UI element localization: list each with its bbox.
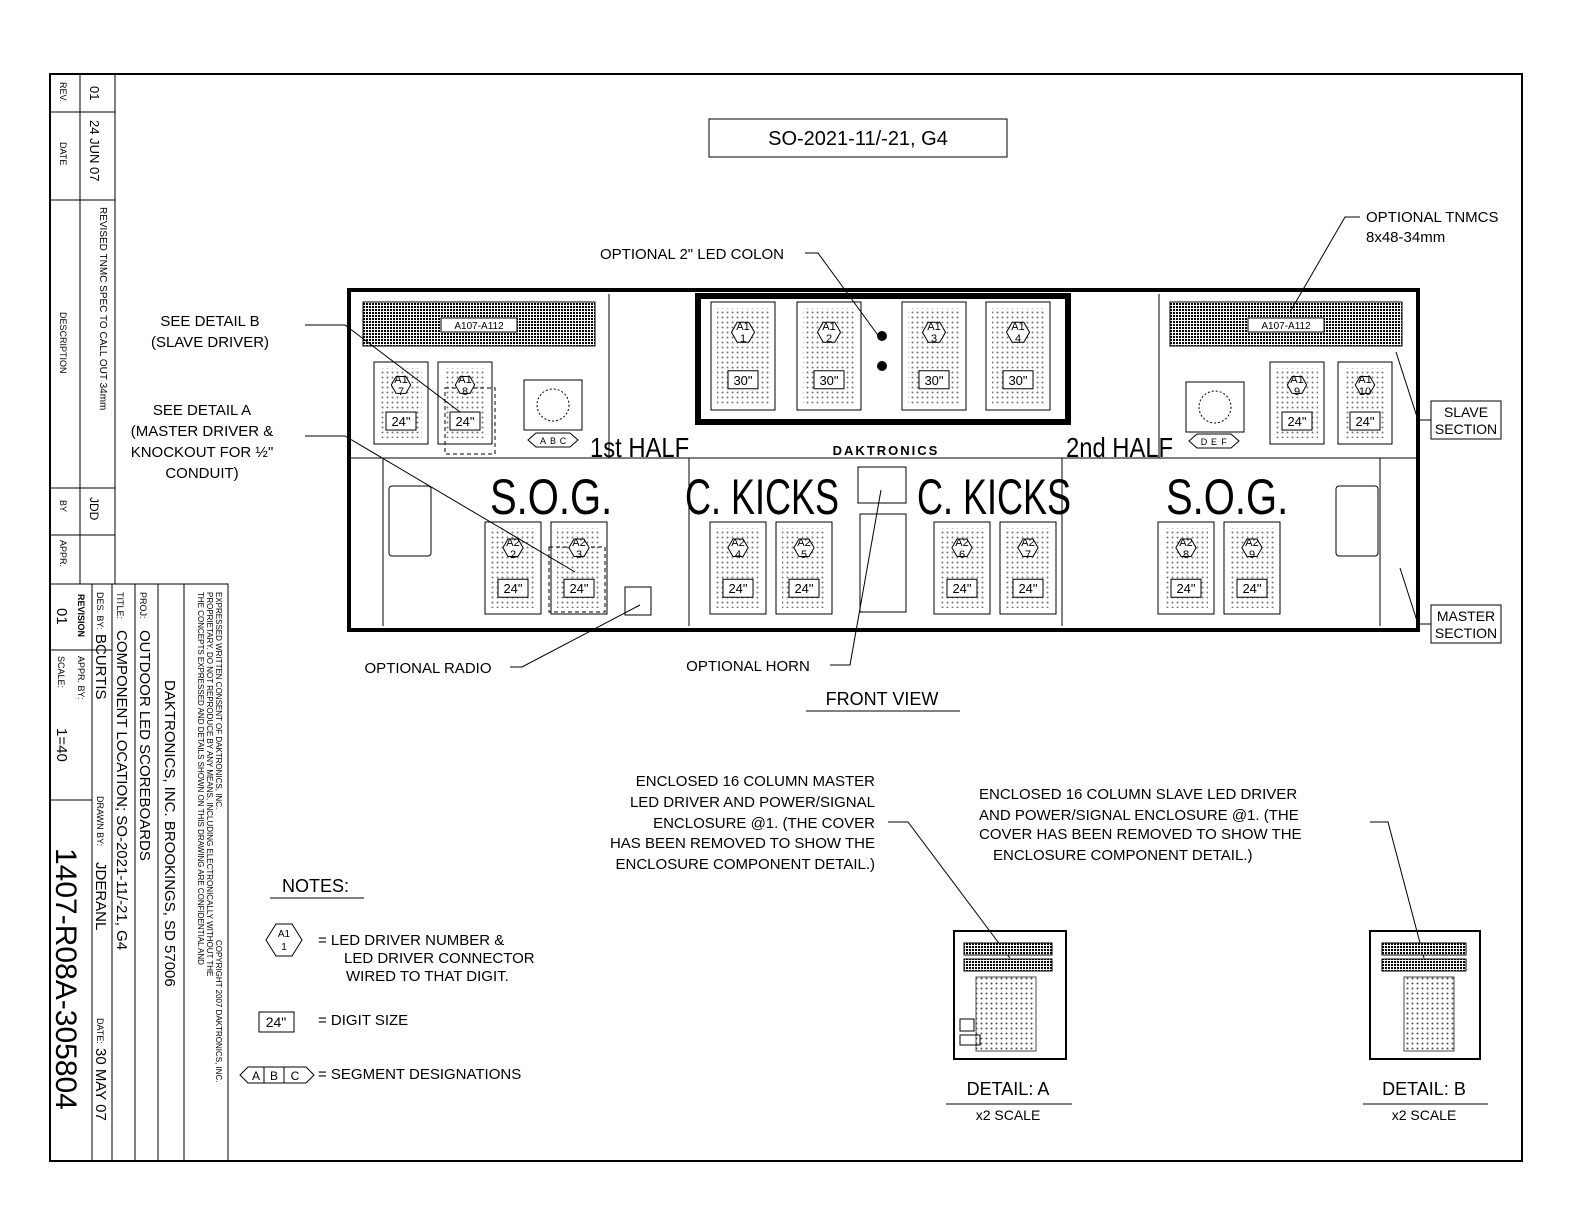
project-name: OUTDOOR LED SCOREBOARDS [136,630,153,861]
lower-digit-6 [1000,522,1056,614]
copyright: COPYRIGHT 2007 DAKTRONICS, INC. [214,940,223,1083]
callout-master-2: SECTION [1434,625,1498,641]
callout-slave-1: SLAVE [1443,404,1489,420]
large-digit-1 [711,302,775,410]
enclosure-slave-note [979,786,1424,958]
svg-text:A2: A2 [1245,536,1259,549]
svg-text:ENCLOSURE @1. (THE COVER: ENCLOSURE @1. (THE COVER [653,815,875,832]
svg-text:24": 24" [1176,581,1196,597]
lower-digit-8 [1224,522,1280,614]
callout-detail-a-4: CONDUIT) [165,465,239,482]
svg-text:AND POWER/SIGNAL ENCLOSURE @1.: AND POWER/SIGNAL ENCLOSURE @1. (THE [979,807,1299,824]
svg-text:30": 30" [733,372,753,388]
date-header: DATE [58,142,68,166]
svg-text:8: 8 [1182,548,1190,561]
access-door-right [1336,486,1378,556]
svg-text:24": 24" [1242,581,1262,597]
svg-text:4: 4 [734,548,742,561]
company: DAKTRONICS, INC. BROOKINGS, SD 57006 [161,680,178,987]
svg-text:7: 7 [397,385,405,398]
svg-text:F: F [1221,437,1227,447]
lower-digit-3 [710,522,766,614]
callout-detail-b-1: SEE DETAIL B [160,313,260,330]
notes-legend [240,876,535,1083]
scale-label: SCALE: [56,656,66,689]
drawing-title-text: SO-2021-11/-21, G4 [768,128,948,150]
by-value: JDD [87,497,101,521]
upper-digit-2 [438,362,492,444]
svg-text:1: 1 [739,333,747,346]
callout-tnmcs-1: OPTIONAL TNMCS [1366,209,1499,226]
callout-detail-a-3: KNOCKOUT FOR ½" [130,444,274,461]
svg-text:A1: A1 [1290,373,1304,386]
svg-text:A: A [539,436,547,446]
caption-2nd-half: 2nd HALF [1066,431,1174,464]
svg-text:24": 24" [1355,414,1375,430]
svg-text:24": 24" [455,414,475,430]
board-brand: DAKTRONICS [832,443,940,458]
svg-text:A2: A2 [731,536,745,549]
front-view-label: FRONT VIEW [825,689,939,709]
svg-text:ENCLOSURE COMPONENT DETAIL.): ENCLOSURE COMPONENT DETAIL.) [615,856,875,873]
detail-b-title: DETAIL: B [1382,1079,1466,1099]
svg-text:A2: A2 [572,536,586,549]
callout-colon: OPTIONAL 2" LED COLON [600,246,784,263]
drawing-title [709,119,1007,157]
svg-text:ENCLOSURE COMPONENT DETAIL.): ENCLOSURE COMPONENT DETAIL.) [993,847,1253,864]
lower-digit-4 [776,522,832,614]
svg-text:E: E [1210,437,1218,447]
svg-text:9: 9 [1248,548,1256,561]
svg-text:B: B [269,1069,279,1083]
confidential-line-3: EXPRESSED WRITTEN CONSENT OF DAKTRONICS, INC. [214,592,223,810]
colon-dot-lower [877,361,887,371]
svg-text:24": 24" [391,414,411,430]
drawn-by: JDERANL [92,862,109,931]
svg-text:24": 24" [728,581,748,597]
segment-symbol [240,1067,314,1083]
caption-1st-half: 1st HALF [590,431,690,464]
revision-label: REVISION [76,594,86,638]
caption-corner-kicks-right: C. KICKS [917,470,1071,526]
svg-text:1: 1 [281,942,287,953]
des-label: DES. BY: [95,592,105,630]
svg-text:10: 10 [1358,385,1372,398]
svg-text:D: D [1200,437,1208,447]
svg-text:A1: A1 [394,373,408,386]
callout-slave-2: SECTION [1434,421,1498,437]
large-digit-2 [797,302,861,410]
by-header: BY [58,500,68,513]
svg-text:3: 3 [575,548,583,561]
svg-text:COVER HAS BEEN REMOVED TO SHOW: COVER HAS BEEN REMOVED TO SHOW THE [979,826,1302,843]
svg-text:A: A [251,1069,261,1083]
sheet-title: COMPONENT LOCATION; SO-2021-11/-21, G4 [113,630,130,951]
horn-opening [858,467,906,503]
access-door-left [389,486,431,556]
vent-label-right: A107-A112 [1261,321,1311,332]
svg-text:A1: A1 [927,321,941,334]
svg-text:A2: A2 [955,536,969,549]
appr-header: APPR. [58,540,68,568]
drawing-date: 30 MAY 07 [92,1048,109,1121]
caption-sog-right: S.O.G. [1166,468,1289,526]
detail-b-scale: x2 SCALE [1391,1107,1457,1123]
lower-digit-7 [1158,522,1214,614]
segment-tag-right [1189,434,1239,448]
segment-tag-left [528,433,578,447]
callout-detail-a-2: (MASTER DRIVER & [130,423,274,440]
revision-block [50,74,115,584]
svg-text:A1: A1 [1011,321,1025,334]
revision-number: 01 [53,608,70,625]
description-header: DESCRIPTION [58,312,68,374]
center-access-panel [860,514,906,612]
svg-text:A1: A1 [822,321,836,334]
driver-symbol [266,924,302,956]
svg-text:8: 8 [461,385,469,398]
drawing-number: 1407-R08A-305804 [49,848,82,1110]
proj-label: PROJ: [138,592,148,619]
svg-text:30": 30" [819,372,839,388]
svg-text:C: C [559,436,567,446]
svg-text:9: 9 [1293,385,1301,398]
title-label: TITLE: [115,592,125,620]
callouts [131,209,1501,711]
svg-text:HAS BEEN REMOVED TO SHOW THE: HAS BEEN REMOVED TO SHOW THE [609,835,875,852]
svg-text:30": 30" [924,372,944,388]
driver-symbol-text-2: LED DRIVER CONNECTOR [344,950,535,967]
confidential-line-1: THE CONCEPTS EXPRESSED AND DETAILS SHOWN ON THIS DRAWING ARE CONFIDENTIAL AND [196,592,205,965]
svg-text:LED DRIVER AND POWER/SIGNAL: LED DRIVER AND POWER/SIGNAL [629,794,875,811]
callout-horn: OPTIONAL HORN [686,658,810,675]
caption-corner-kicks-left: C. KICKS [685,470,839,526]
date-label: DATE: [95,1018,105,1044]
svg-text:ENCLOSED 16 COLUMN MASTER: ENCLOSED 16 COLUMN MASTER [635,773,875,790]
detail-a-scale: x2 SCALE [975,1107,1041,1123]
scale-value: 1=40 [53,728,70,762]
svg-text:24": 24" [265,1014,287,1030]
svg-text:24": 24" [1018,581,1038,597]
svg-text:C: C [290,1069,300,1083]
enclosure-master-note [610,773,1010,958]
rev-header: REV. [58,82,68,103]
notes-heading: NOTES: [282,876,350,896]
svg-text:6: 6 [958,548,966,561]
rev-value: 01 [87,86,102,101]
horn-speaker-right [1186,382,1244,432]
title-block [49,584,228,1161]
vent-label-left: A107-A112 [454,321,504,332]
callout-tnmcs-2: 8x48-34mm [1366,229,1446,246]
drawing-frame [50,74,1522,1161]
size-symbol-text: = DIGIT SIZE [318,1012,409,1029]
svg-text:A1: A1 [277,929,291,940]
svg-text:A2: A2 [1179,536,1193,549]
designer: BCURTIS [92,634,109,700]
drawn-label: DRAWN BY: [95,796,105,847]
svg-text:5: 5 [800,548,808,561]
svg-text:ENCLOSED 16 COLUMN SLAVE LED D: ENCLOSED 16 COLUMN SLAVE LED DRIVER [979,786,1298,803]
large-digit-3 [902,302,966,410]
svg-text:A2: A2 [1021,536,1035,549]
svg-text:B: B [549,436,557,446]
svg-text:2: 2 [825,333,833,346]
date-value: 24 JUN 07 [87,120,102,182]
lower-digit-2 [551,522,607,614]
svg-text:24": 24" [503,581,523,597]
large-digit-4 [986,302,1050,410]
svg-text:24": 24" [952,581,972,597]
svg-text:7: 7 [1024,548,1032,561]
svg-text:24": 24" [794,581,814,597]
segment-symbol-text: = SEGMENT DESIGNATIONS [318,1066,522,1083]
svg-text:3: 3 [930,333,938,346]
scoreboard-front-view [349,290,1418,630]
svg-text:A1: A1 [736,321,750,334]
appr-label: APPR. BY: [76,656,86,700]
detail-b-enclosure [1370,931,1480,1059]
upper-digit-1 [374,362,428,444]
upper-digit-4 [1338,362,1392,444]
driver-symbol-text-1: = LED DRIVER NUMBER & [318,932,505,949]
confidential-line-2: PROPRIETARY. DO NOT REPRODUCE BY ANY MEANS, INCLUDING ELECTRONICALLY WITHOUT THE [205,592,214,977]
svg-text:24": 24" [569,581,589,597]
svg-text:24": 24" [1287,414,1307,430]
caption-sog-left: S.O.G. [490,468,613,526]
horn-speaker-left [524,380,582,430]
callout-master-1: MASTER [1436,608,1496,624]
callout-detail-a-1: SEE DETAIL A [152,402,252,419]
svg-text:A1: A1 [458,373,472,386]
callout-detail-b-2: (SLAVE DRIVER) [150,334,270,351]
detail-a-enclosure [954,931,1066,1059]
detail-a-title: DETAIL: A [966,1079,1050,1099]
lower-digit-5 [934,522,990,614]
upper-digit-3 [1270,362,1324,444]
svg-text:A2: A2 [506,536,520,549]
svg-text:2: 2 [509,548,517,561]
callout-radio: OPTIONAL RADIO [364,660,492,677]
driver-symbol-text-3: WIRED TO THAT DIGIT. [346,968,509,985]
svg-text:30": 30" [1008,372,1028,388]
svg-text:A2: A2 [797,536,811,549]
description-value: REVISED TNMC SPEC TO CALL OUT 34mm [97,207,108,411]
svg-text:A1: A1 [1358,373,1372,386]
svg-text:4: 4 [1014,333,1022,346]
